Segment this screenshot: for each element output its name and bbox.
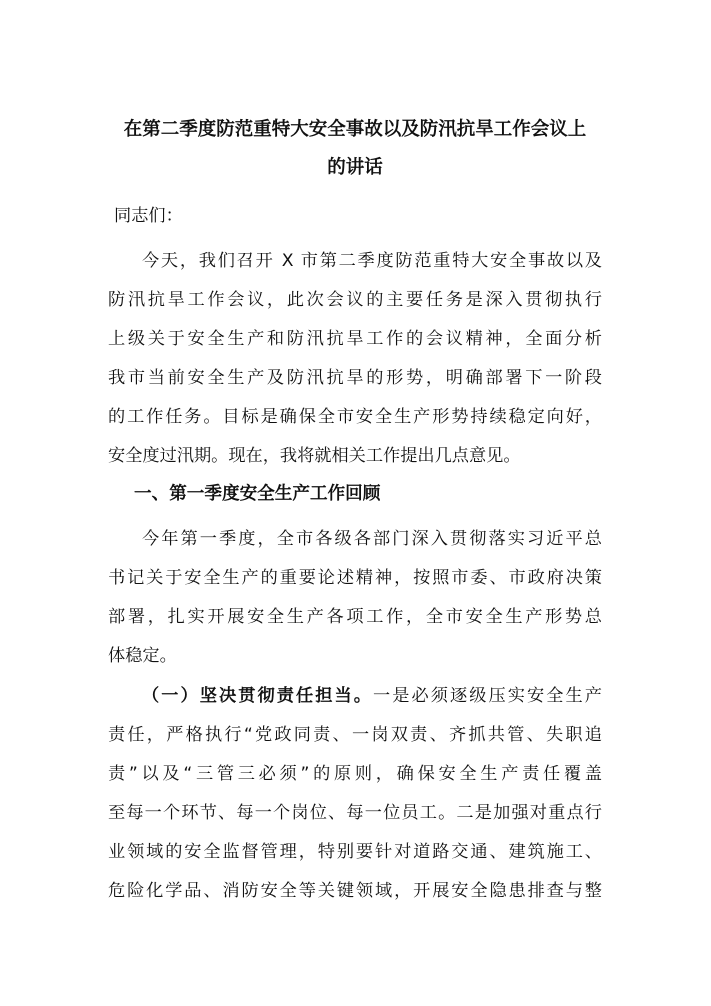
intro-line-3: 上级关于安全生产和防汛抗旱工作的会议精神，全面分析 — [108, 329, 602, 349]
document-title-line-1: 在第二季度防范重特大安全事故以及防汛抗旱工作会议上 — [123, 119, 587, 140]
subsection-1-line-2: 责任，严格执行“党政同责、一岗双责、齐抓共管、失职追 — [108, 725, 602, 745]
intro-line-6: 安全度过汛期。现在，我将就相关工作提出几点意见。 — [108, 446, 521, 466]
section-1-line-1: 今年第一季度，全市各级各部门深入贯彻落实习近平总 — [142, 529, 602, 549]
subsection-1-line-5: 业领域的安全监督管理，特别要针对道路交通、建筑施工、 — [108, 842, 602, 862]
intro-line-1: 今天，我们召开 X 市第二季度防范重特大安全事故以及 — [142, 251, 602, 271]
section-1-heading: 一、第一季度安全生产工作回顾 — [134, 484, 381, 504]
subsection-1-first-rest: 一是必须逐级压实安全生产 — [373, 686, 602, 706]
section-1-line-2: 书记关于安全生产的重要论述精神，按照市委、市政府决策 — [108, 568, 602, 588]
salutation: 同志们： — [114, 206, 183, 226]
subsection-1-line-3: 责”以及“三管三必须”的原则，确保安全生产责任覆盖 — [108, 764, 602, 784]
intro-line-5: 的工作任务。目标是确保全市安全生产形势持续稳定向好， — [108, 407, 602, 427]
subsection-1-line-4: 至每一个环节、每一个岗位、每一位员工。二是加强对重点行 — [108, 803, 602, 823]
intro-line-4: 我市当前安全生产及防汛抗旱的形势，明确部署下一阶段 — [108, 368, 602, 388]
subsection-1-line-6: 危险化学品、消防安全等关键领域，开展安全隐患排查与整 — [108, 881, 602, 901]
document-title-line-2: 的讲话 — [327, 157, 383, 178]
subsection-1-lead: （一）坚决贯彻责任担当。 — [142, 686, 374, 706]
section-1-line-3: 部署，扎实开展安全生产各项工作，全市安全生产形势总 — [108, 607, 602, 627]
subsection-1-line-1 — [142, 684, 602, 708]
section-1-line-4: 体稳定。 — [108, 646, 177, 666]
intro-line-2: 防汛抗旱工作会议，此次会议的主要任务是深入贯彻执行 — [108, 290, 602, 310]
